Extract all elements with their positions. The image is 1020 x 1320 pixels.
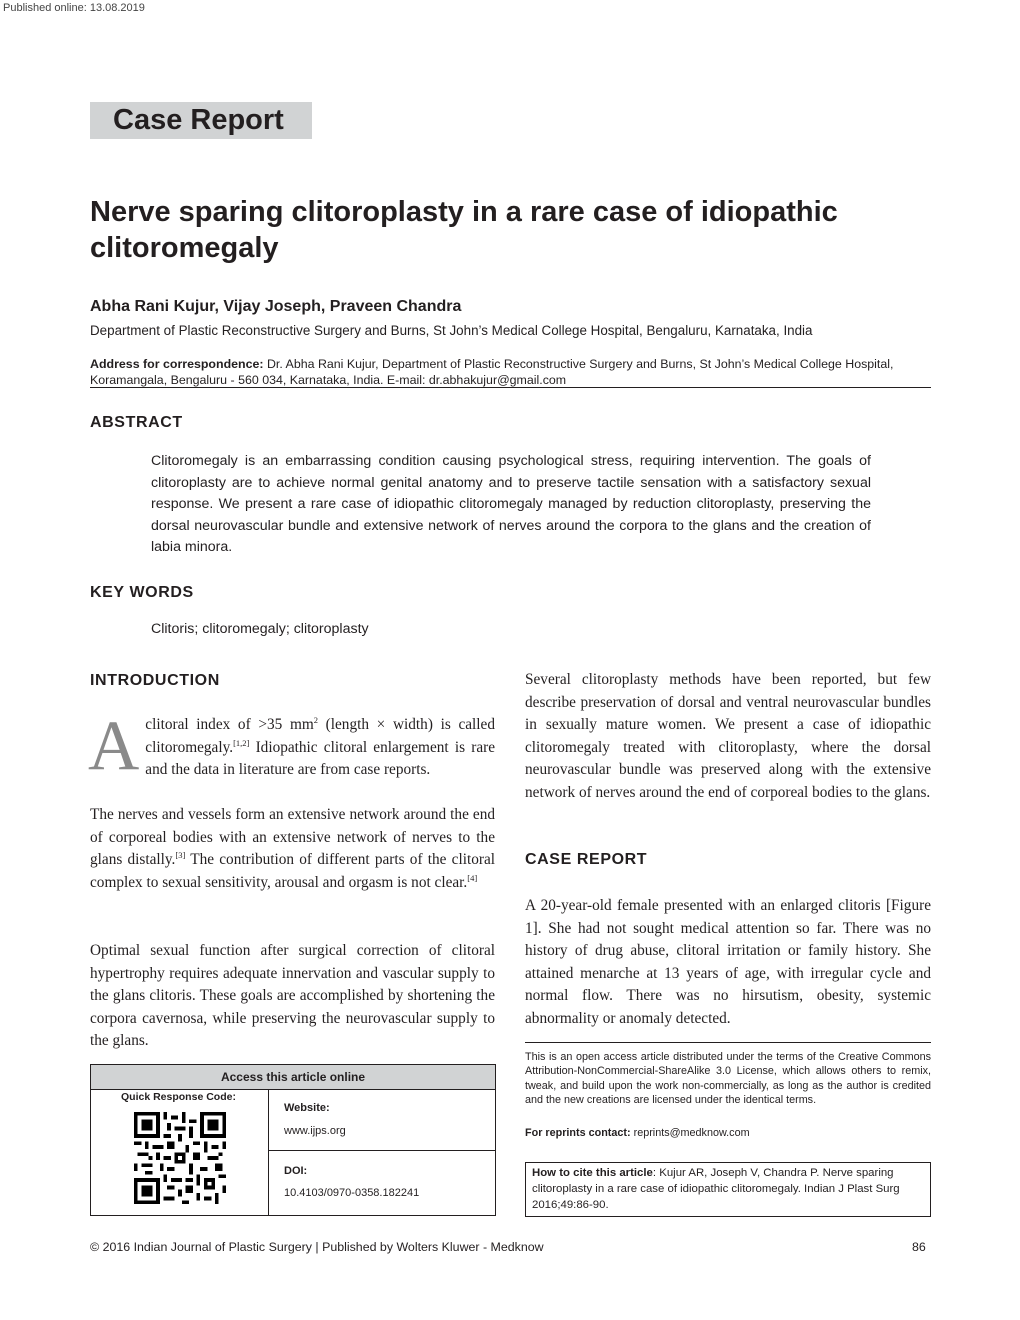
reprints-email[interactable]: reprints@medknow.com (633, 1127, 750, 1139)
correspondence-address (90, 356, 930, 388)
qr-code-icon[interactable] (134, 1112, 226, 1204)
footer-copyright: © 2016 Indian Journal of Plastic Surgery | Published by Wolters Kluwer - Medknow (90, 1240, 544, 1254)
article-title: Nerve sparing clitoroplasty in a rare case of idiopathic clitoromegaly (90, 196, 838, 264)
access-box-header: Access this article online (91, 1065, 495, 1090)
keywords-heading: KEY WORDS (90, 584, 194, 601)
citation-box (525, 1162, 931, 1217)
license-divider (525, 1042, 931, 1043)
access-box-vertical-divider (268, 1090, 269, 1215)
introduction-heading: INTRODUCTION (90, 672, 220, 689)
abstract-heading: ABSTRACT (90, 414, 183, 431)
qr-code-label: Quick Response Code: (121, 1091, 236, 1103)
intro-paragraph-3: Optimal sexual function after surgical correction of clitoral hypertrophy requires adequate innervation and vascular supply to the glans clitoris. These goals are accomplished by shortening the corpora cavernosa, while preserving the neurovascular supply to the glans. (90, 942, 495, 1050)
intro-p1-part-c: Idiopathic clitoral enlargement is rare and the data in literature are from case reports. (145, 738, 495, 779)
doi-label: DOI: (284, 1165, 308, 1177)
keywords-text: Clitoris; clitoromegaly; clitoroplasty (151, 621, 369, 637)
reprints-contact (525, 1127, 750, 1139)
cite-text: : Kujur AR, Joseph V, Chandra P. Nerve sparing clitoroplasty in a rare case of idiopathic clitoromegaly. Indian J Plast Surg 2016;49:86-90. (532, 1167, 900, 1211)
license-notice: This is an open access article distributed under the terms of the Creative Commons Attribution-NonCommercial-ShareAlike 3.0 License, which allows others to remix, tweak, and build upon the work non-commercially, as long as the author is credited and the new creations are licensed under the identical terms. (525, 1051, 931, 1106)
citation-ref[interactable]: [4] (467, 872, 478, 883)
affiliation: Department of Plastic Reconstructive Surgery and Burns, St John’s Medical College Hospital, Bengaluru, Karnataka, India (90, 323, 813, 338)
case-report-paragraph-1: A 20-year-old female presented with an enlarged clitoris [Figure 1]. She had not sought medical attention so far. There was no history of drug abuse, clitoral irritation or family history. She attained menarche at 13 years of age, with irregular cycle and normal flow. There was no hirsutism, obesity, systemic abnormality or anomaly detected. (525, 897, 931, 1027)
address-text: Dr. Abha Rani Kujur, Department of Plastic Reconstructive Surgery and Burns, St John’s Medical College Hospital, Koramangala, Bengaluru - 560 034, Karnataka, India. E-mail: dr.abhakujur@gmail.com (90, 357, 894, 387)
author-list: Abha Rani Kujur, Vijay Joseph, Praveen Chandra (90, 298, 462, 315)
website-label: Website: (284, 1102, 330, 1114)
header-divider (90, 387, 931, 388)
intro-paragraph-4: Several clitoroplasty methods have been reported, but few describe preservation of dorsal and ventral neurovascular bundles in sexually mature women. We present a case of idiopathic clitoromegaly treated with clitoroplasty, where the dorsal neurovascular bundle was preserved along with the extensive network of nerves around the end of corporeal bodies to the glans. (525, 671, 931, 801)
intro-p2-part-a: The nerves and vessels form an extensive network around the end of corporeal bodies with an extensive network of nerves to the glans distally. (90, 806, 495, 869)
superscript-2: 2 (313, 715, 318, 725)
section-label: Case Report (113, 104, 284, 136)
abstract-text: Clitoromegaly is an embarrassing condition causing psychological stress, requiring intervention. The goals of clitoroplasty are to achieve normal genital anatomy and to preserve tactile sensation with a satisfactory sexual response. We present a rare case of idiopathic clitoromegaly managed by reduction clitoroplasty, preserving the dorsal neurovascular bundle and extensive network of nerves around the corpora to the glans and the creation of labia minora. (151, 453, 871, 555)
access-article-box (90, 1064, 496, 1216)
published-date: Published online: 13.08.2019 (3, 2, 145, 14)
website-link[interactable]: www.ijps.org (284, 1125, 346, 1137)
intro-p1-part-a: clitoral index of >35 mm (145, 716, 314, 733)
case-report-heading: CASE REPORT (525, 851, 648, 868)
intro-paragraph-1 (88, 707, 495, 785)
citation-ref[interactable]: [3] (175, 850, 186, 861)
intro-p1-part-b: (length × width) is called clitoromegaly. (145, 716, 495, 756)
page-number: 86 (912, 1240, 926, 1254)
access-box-horizontal-divider (269, 1150, 495, 1151)
section-banner (90, 102, 312, 139)
intro-paragraph-2 (90, 804, 495, 894)
cite-label: How to cite this article (532, 1167, 653, 1179)
drop-cap: A (88, 707, 140, 785)
doi-link[interactable]: 10.4103/0970-0358.182241 (284, 1187, 420, 1199)
reprints-label: For reprints contact: (525, 1127, 631, 1139)
citation-ref[interactable]: [1,2] (233, 737, 250, 748)
intro-p2-part-b: The contribution of different parts of the clitoral complex to sexual sensitivity, arousal and orgasm is not clear. (90, 851, 496, 891)
address-label: Address for correspondence: (90, 357, 264, 371)
